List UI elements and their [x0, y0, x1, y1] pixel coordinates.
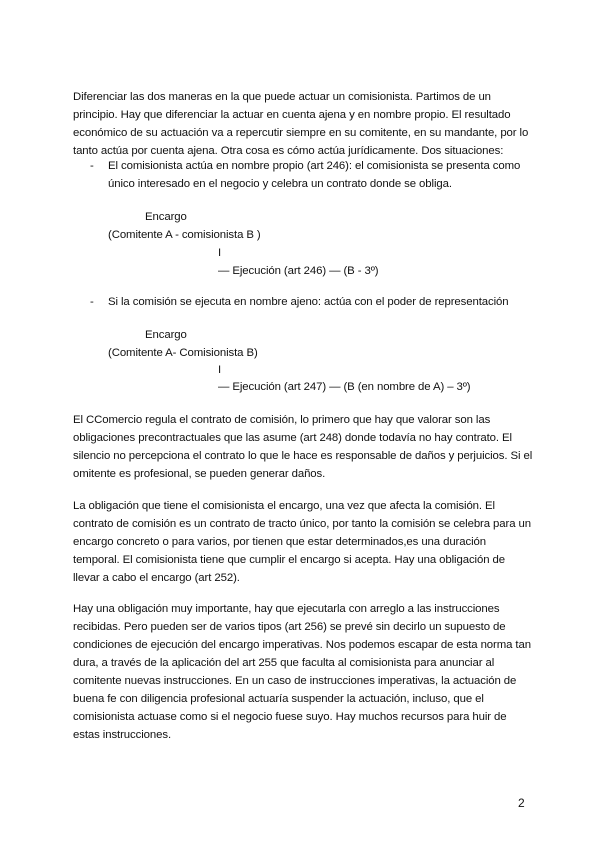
- bullet-text: Si la comisión se ejecuta en nombre ajeno: actúa con el poder de representación: [108, 296, 509, 308]
- scheme-2-parties: (Comitente A- Comisionista B): [108, 347, 258, 359]
- paragraph-ccomercio: El CComercio regula el contrato de comisión, lo primero que hay que valorar son las obligaciones precontractuales que las asume (art 248) donde todavía no hay contrato. El silencio no percepciona el contrato lo que le hace es responsable de daños y perjuicios. Si el omitente es profesional, se pueden generar daños.: [73, 414, 533, 480]
- scheme-1-bar: I: [218, 247, 222, 259]
- scheme-1-parties: (Comitente A - comisionista B ): [108, 229, 261, 241]
- bullet-dash: -: [90, 296, 94, 308]
- bullet-item-nombre-propio: [90, 157, 530, 193]
- intro-paragraph: Diferenciar las dos maneras en la que puede actuar un comisionista. Partimos de un principio. Hay que diferenciar la actuar en cuenta ajena y en nombre propio. El resultado económico de su actuación va a repercutir siempre en su comitente, en su mandante, por lo tanto actúa por cuenta ajena. Otra cosa es cómo actúa jurídicamente. Dos situaciones:: [73, 91, 529, 157]
- paragraph-instrucciones: Hay una obligación muy importante, hay que ejecutarla con arreglo a las instrucciones recibidas. Pero pueden ser de varios tipos (art 256) se prevé sin decirlo un supuesto de condiciones de ejecución del encargo imperativas. Nos podemos escapar de esta norma tan dura, a través de la aplicación del art 255 que faculta al comisionista para anunciar al comitente nuevas instrucciones. En un caso de instrucciones imperativas, la actuación de buena fe con diligencia profesional actuaría suspender la actuación, incluso, que el comisionista actuase como si el negocio fuese suyo. Hay muchos recursos para huir de estas instrucciones.: [73, 603, 531, 741]
- scheme-2-encargo: Encargo: [145, 329, 187, 341]
- bullet-dash: -: [90, 160, 94, 172]
- paragraph-obligacion-encargo: La obligación que tiene el comisionista el encargo, una vez que afecta la comisión. El contrato de comisión es un contrato de tracto único, por tanto la comisión se celebra para un encargo concreto o para varios, por tienen que estar determinados,es una duración temporal. El comisionista tiene que cumplir el encargo si acepta. Hay una obligación de llevar a cabo el encargo (art 252).: [73, 500, 531, 584]
- scheme-2-bar: I: [218, 364, 222, 376]
- scheme-1-encargo: Encargo: [145, 211, 187, 223]
- scheme-1-execution: — Ejecución (art 246) — (B - 3º): [218, 265, 379, 277]
- scheme-2-execution: — Ejecución (art 247) — (B (en nombre de A) – 3º): [218, 381, 471, 393]
- page-number: 2: [518, 796, 525, 810]
- bullet-item-nombre-ajeno: [90, 293, 530, 311]
- bullet-text: El comisionista actúa en nombre propio (art 246): el comisionista se presenta como único interesado en el negocio y celebra un contrato donde se obliga.: [108, 160, 521, 190]
